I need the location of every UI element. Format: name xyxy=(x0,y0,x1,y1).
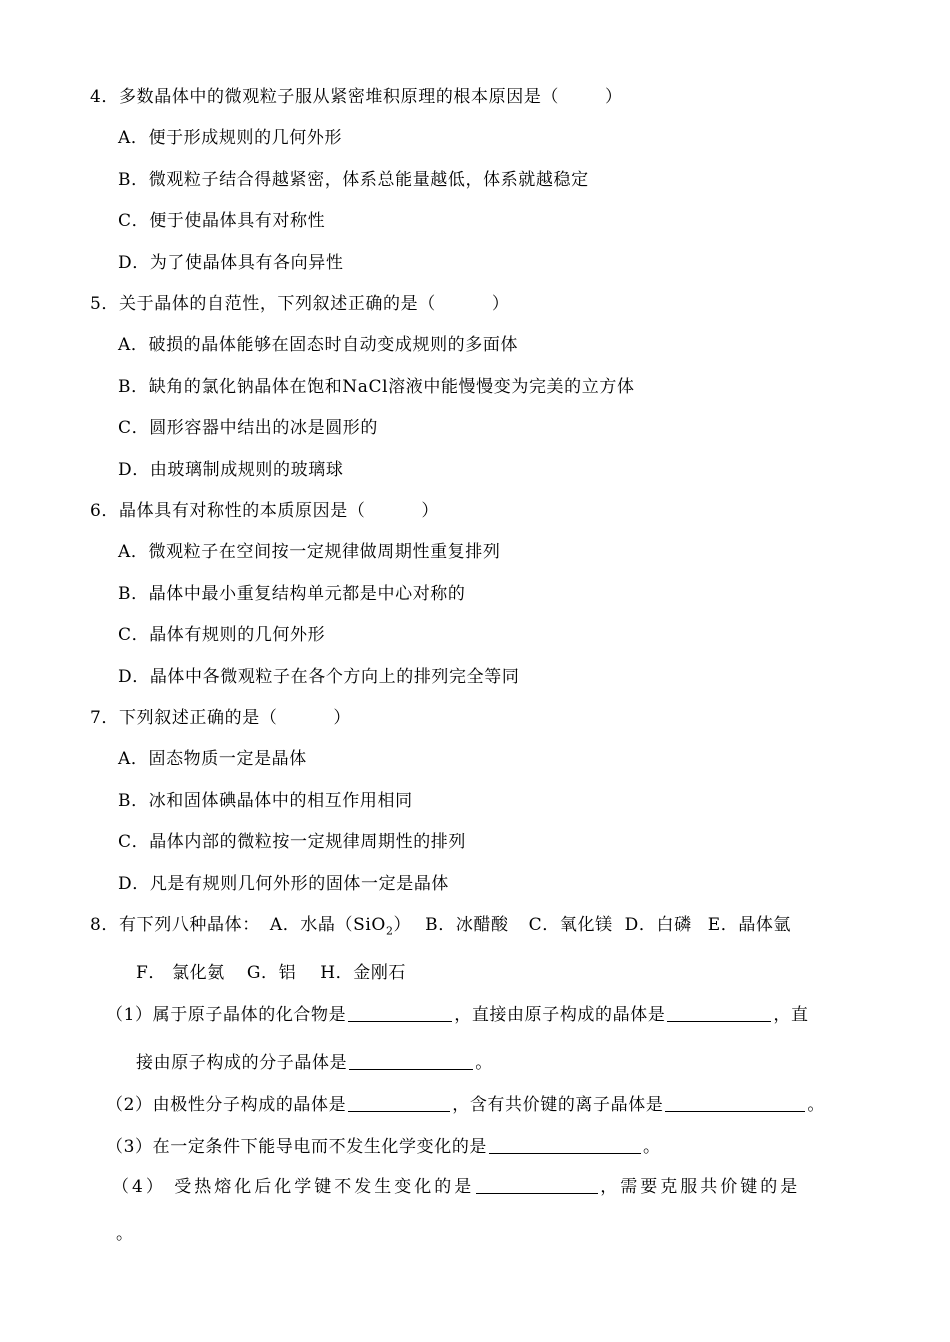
q8-part-4: （4） 受热熔化后化学键不发生变化的是 ，需要克服共价键的是 xyxy=(112,1177,801,1197)
q8-part-4-cont: 。 xyxy=(116,1224,134,1244)
question-8-options-line2 xyxy=(136,963,406,983)
answer-blank-2b[interactable] xyxy=(665,1095,805,1112)
answer-blank-2a[interactable] xyxy=(348,1095,450,1112)
question-5-stem: 5．关于晶体的自范性，下列叙述正确的是（ ） xyxy=(90,294,510,314)
question-6-stem: 6．晶体具有对称性的本质原因是（ ） xyxy=(90,501,440,521)
answer-blank-4a[interactable] xyxy=(476,1177,598,1194)
question-4-option-a: A．便于形成规则的几何外形 xyxy=(118,128,343,148)
question-4-stem: 4．多数晶体中的微观粒子服从紧密堆积原理的根本原因是（ ） xyxy=(90,87,623,107)
question-5-option-a: A．破损的晶体能够在固态时自动变成规则的多面体 xyxy=(118,335,519,355)
question-4-option-d: D．为了使晶体具有各向异性 xyxy=(118,253,344,273)
q8-part-2: （2）由极性分子构成的晶体是 ，含有共价键的离子晶体是 。 xyxy=(106,1095,826,1115)
q8-option-d: D．白磷 xyxy=(624,915,692,935)
q8-option-c: C．氧化镁 xyxy=(528,915,613,935)
question-8-stem: 8．有下列八种晶体： A．水晶（SiO$_2$） B．冰醋酸 C．氧化镁 D．白磷 E．晶体氩 xyxy=(90,915,792,938)
q8-option-f: F． 氯化氨 xyxy=(136,963,225,983)
q8-part-1: （1）属于原子晶体的化合物是 ，直接由原子构成的晶体是 ，直 xyxy=(106,1005,809,1025)
question-6-option-c: C．晶体有规则的几何外形 xyxy=(118,625,326,645)
question-4-option-b: B．微观粒子结合得越紧密，体系总能量越低，体系就越稳定 xyxy=(118,170,589,190)
question-7-option-c: C．晶体内部的微粒按一定规律周期性的排列 xyxy=(118,832,467,852)
q8-option-b: B．冰醋酸 xyxy=(425,915,509,935)
question-7-option-b: B．冰和固体碘晶体中的相互作用相同 xyxy=(118,791,413,811)
q8-option-a: A．水晶（SiO$_2$） xyxy=(269,915,412,938)
question-5-option-c: C．圆形容器中结出的冰是圆形的 xyxy=(118,418,379,438)
question-6-option-b: B．晶体中最小重复结构单元都是中心对称的 xyxy=(118,584,466,604)
q8-option-g: G．铝 xyxy=(246,963,297,983)
q8-part-1-cont: 接由原子构成的分子晶体是 。 xyxy=(136,1053,493,1073)
q8-part-3: （3）在一定条件下能导电而不发生化学变化的是 。 xyxy=(106,1137,661,1157)
question-6-option-d: D．晶体中各微观粒子在各个方向上的排列完全等同 xyxy=(118,667,520,687)
question-4-option-c: C．便于使晶体具有对称性 xyxy=(118,211,326,231)
question-5-option-b: B．缺角的氯化钠晶体在饱和NaCl溶液中能慢慢变为完美的立方体 xyxy=(118,377,635,397)
question-7-option-a: A．固态物质一定是晶体 xyxy=(118,749,307,769)
question-7-option-d: D．凡是有规则几何外形的固体一定是晶体 xyxy=(118,874,450,894)
answer-blank-3[interactable] xyxy=(489,1137,641,1154)
answer-blank-1b[interactable] xyxy=(667,1005,771,1022)
q8-option-e: E．晶体氩 xyxy=(707,915,792,935)
answer-blank-1a[interactable] xyxy=(348,1005,452,1022)
question-7-stem: 7．下列叙述正确的是（ ） xyxy=(90,708,352,728)
question-5-option-d: D．由玻璃制成规则的玻璃球 xyxy=(118,460,344,480)
question-6-option-a: A．微观粒子在空间按一定规律做周期性重复排列 xyxy=(118,542,501,562)
answer-blank-1c[interactable] xyxy=(349,1053,473,1070)
q8-option-h: H．金刚石 xyxy=(320,963,407,983)
